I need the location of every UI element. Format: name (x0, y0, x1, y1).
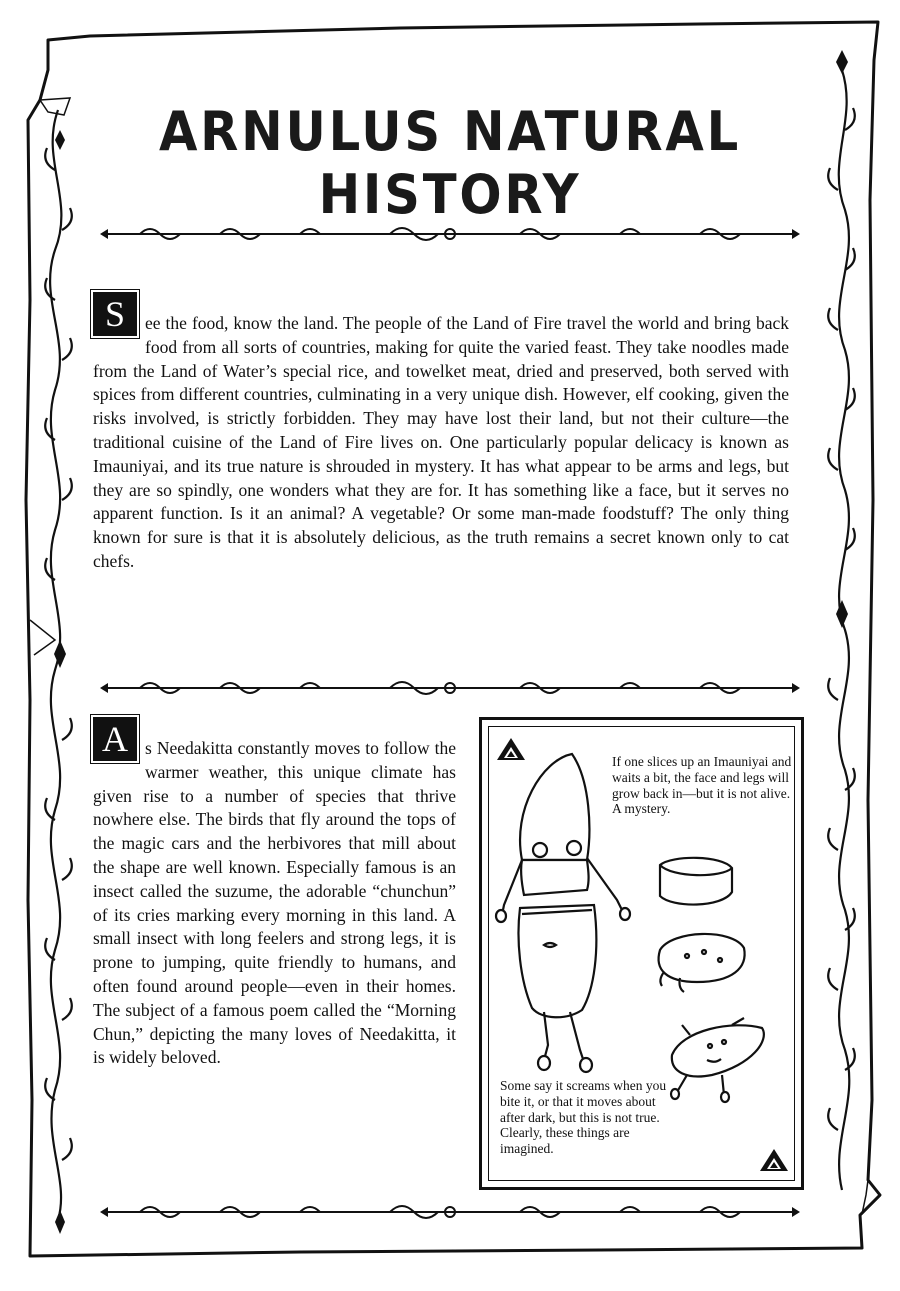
ornamental-divider-middle (100, 676, 800, 700)
section1-paragraph (93, 294, 789, 574)
section1-body: ee the food, know the land. The people of the Land of Fire travel the world and bring back food from all sorts of countries, making for quite the varied feast. They take noodles made from the Land of Water’s special rice, and towelket meat, dried and preserved, both served with spices from different countries, culminating in a very unique dish. However, elf cooking, given the risks involved, is strictly forbidden. They may have lost their land, but not their culture—the traditional cuisine of the Land of Fire lives on. One particularly popular delicacy is known as Imauniyai, and its true nature is shrouded in mystery. It has what appear to be arms and legs, but they are so spindly, one wonders what they are for. It has something like a face, but it serves no apparent function. Is it an animal? A vegetable? Or some man-made foodstuff? The only thing known for sure is that it is absolutely delicious, as the truth remains a secret known only to cat chefs. (93, 313, 789, 571)
page-title: ARNULUS NATURAL HISTORY (158, 100, 742, 226)
drop-cap: S (93, 292, 137, 336)
section2-paragraph (93, 719, 456, 1070)
section2-body: s Needakitta constantly moves to follow the warmer weather, this unique climate has given rise to a number of species that thrive nowhere else. The birds that fly around the tops of the magic cars and the herbivores that mill about the shape are well known. Especially famous is an insect called the suzume, the adorable “chunchun” of its cries marking every morning in this land. A small insect with long feelers and strong legs, it is prone to jumping, quite friendly to humans, and often found around people—even in their homes. The subject of a famous poem called the “Morning Chun,” depicting the many loves of Needakitta, it is widely beloved. (93, 738, 456, 1068)
illustration-panel (479, 717, 804, 1190)
panel-caption-bottom: Some say it screams when you bite it, or that it moves about after dark, but this is not true. Clearly, these things are imagined. (500, 1078, 667, 1157)
ornamental-divider-bottom (100, 1200, 800, 1224)
panel-caption-top: If one slices up an Imauniyai and waits a bit, the face and legs will grow back in—but it is not alive. A mystery. (612, 754, 792, 817)
drop-cap: A (93, 717, 137, 761)
ornamental-divider-top (100, 222, 800, 246)
